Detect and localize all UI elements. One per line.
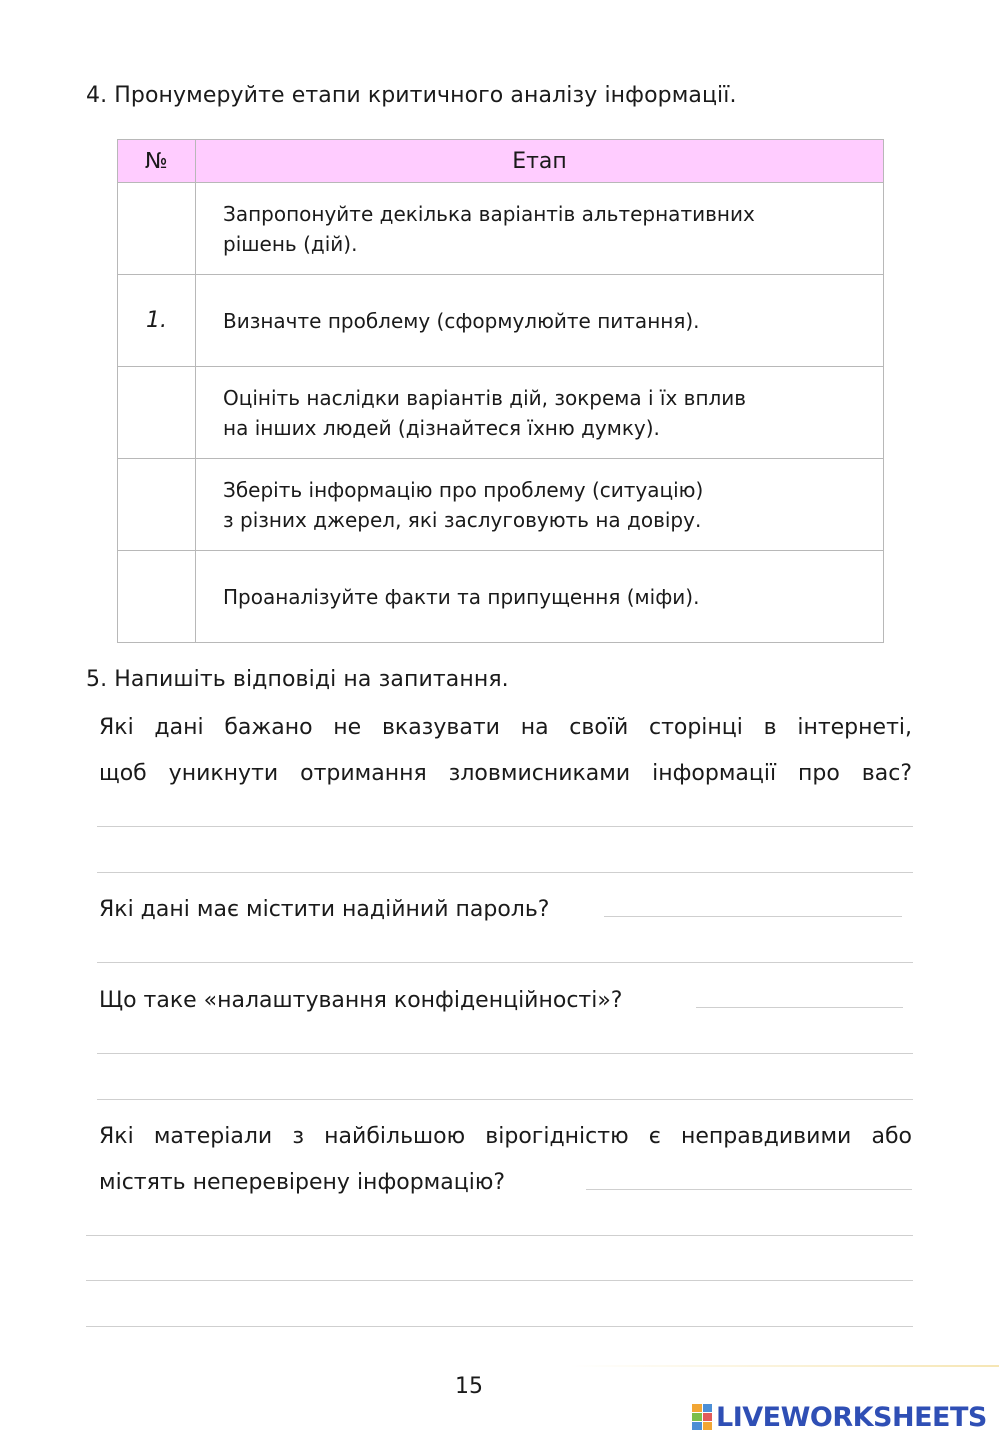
stage-text-line: Оцініть наслідки варіантів дій, зокрема і їх вплив [223,385,747,410]
liveworksheets-logo[interactable] [692,1400,987,1434]
number-answer[interactable] [118,459,195,550]
stages-table [117,139,884,643]
table-row [118,367,884,459]
answer-line[interactable] [86,1326,913,1327]
number-answer[interactable] [118,183,195,274]
stage-text-line: Зберіть інформацію про проблему (ситуацію) [223,477,704,502]
number-cell[interactable] [118,367,196,459]
question-4-line-2: містять неперевірену інформацію? [99,1170,506,1195]
answer-line[interactable] [97,1053,913,1054]
stage-text-line: Визначте проблему (сформулюйте питання). [223,308,700,333]
liveworksheets-logo-icon [692,1404,712,1430]
answer-line[interactable] [97,872,913,873]
answer-line[interactable] [97,1099,913,1100]
stage-text-line: з різних джерел, які заслуговують на довіру. [223,507,702,532]
number-cell[interactable] [118,551,196,643]
number-answer[interactable] [118,551,195,642]
table-row [118,459,884,551]
stage-cell [196,275,884,367]
task5-title: 5. Напишіть відповіді на запитання. [86,667,509,692]
stage-text-line: рішень (дій). [223,231,358,256]
stage-text-line: на інших людей (дізнайтеся їхню думку). [223,415,660,440]
answer-line[interactable] [696,1007,903,1008]
question-4-line-1: Які матеріали з найбільшою вірогідністю є неправдивими або [99,1124,912,1149]
brand-name: LIVEWORKSHEETS [716,1401,987,1433]
header-stage: Етап [196,140,884,183]
task4-title: 4. Пронумеруйте етапи критичного аналізу інформації. [86,83,737,108]
number-answer: 1. [146,308,167,333]
number-cell[interactable] [118,459,196,551]
number-cell[interactable] [118,183,196,275]
question-2: Які дані має містити надійний пароль? [99,897,550,922]
stage-cell [196,367,884,459]
question-1-line-1: Які дані бажано не вказувати на своїй сторінці в інтернеті, [99,715,912,740]
answer-line[interactable] [604,916,902,917]
stage-text-line: Запропонуйте декілька варіантів альтернативних [223,201,755,226]
table-header-row [118,140,884,183]
stage-cell [196,551,884,643]
number-cell [118,275,196,367]
stage-cell [196,183,884,275]
table-row [118,551,884,643]
number-answer[interactable] [118,367,195,458]
answer-line[interactable] [86,1280,913,1281]
footer-divider [570,1365,999,1367]
table-row [118,183,884,275]
question-1-line-2: щоб уникнути отримання зловмисниками інформації про вас? [99,761,912,786]
answer-line[interactable] [97,962,913,963]
stage-cell [196,459,884,551]
answer-line[interactable] [586,1189,912,1190]
question-3: Що таке «налаштування конфіденційності»? [99,988,623,1013]
header-number: № [118,140,196,183]
table-row [118,275,884,367]
answer-line[interactable] [86,1235,913,1236]
page-number: 15 [455,1374,483,1399]
answer-line[interactable] [97,826,913,827]
stage-text-line: Проаналізуйте факти та припущення (міфи). [223,584,700,609]
